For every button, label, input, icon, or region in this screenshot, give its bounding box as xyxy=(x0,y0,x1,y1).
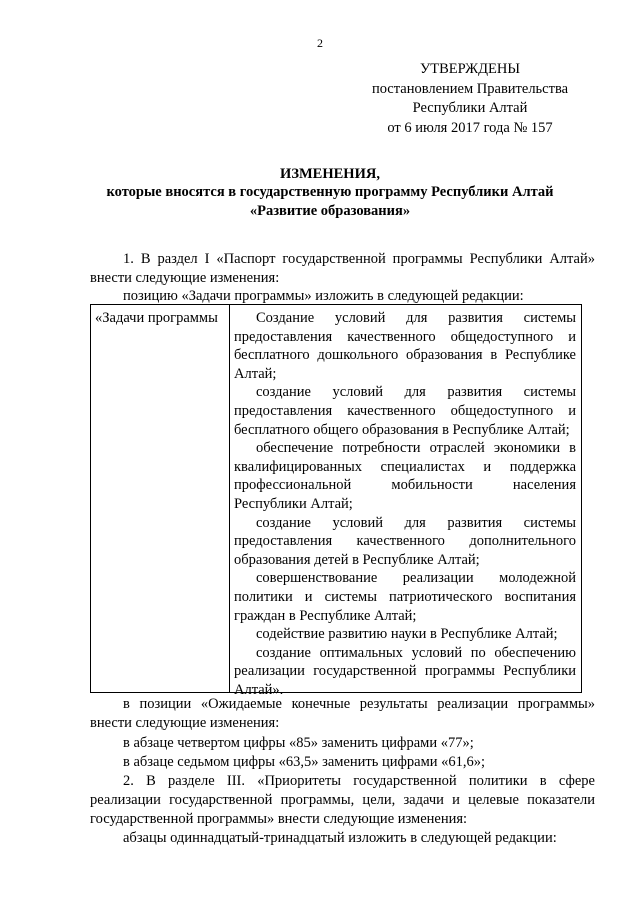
task-item: создание условий для развития системы предоставления качественного дополнительного образования детей в Республике Алтай; xyxy=(234,514,576,568)
section-1-instruction: позицию «Задачи программы» изложить в следующей редакции: xyxy=(123,288,524,304)
section-3-intro: 2. В разделе III. «Приоритеты государственной политики в сфере реализации государственной программы, цели, задачи и целевые показатели государственной программы» внести следующие изменения: xyxy=(90,773,595,827)
task-item: Создание условий для развития системы предоставления качественного общедоступного и бесплатного дошкольного образования в Республике Алтай; xyxy=(234,310,576,382)
expected-results-intro: в позиции «Ожидаемые конечные результаты реализации программы» внести следующие изменения: xyxy=(90,696,595,731)
table-divider xyxy=(229,305,230,692)
amendment-paragraph-7: в абзаце седьмом цифры «63,5» заменить цифрами «61,6»; xyxy=(123,754,486,770)
approval-date: от 6 июля 2017 года № 157 xyxy=(387,119,553,136)
table-label-cell: «Задачи программы xyxy=(95,310,218,326)
task-item: совершенствование реализации молодежной политики и системы патриотического воспитания граждан в Республике Алтай; xyxy=(234,570,576,624)
section-3-instruction: абзацы одиннадцатый-тринадцатый изложить в следующей редакции: xyxy=(123,830,557,846)
table-content-cell xyxy=(234,309,576,699)
section-1-intro: 1. В раздел I «Паспорт государственной программы Республики Алтай» внести следующие изменения: xyxy=(90,251,595,286)
task-item: создание оптимальных условий по обеспечению реализации государственной программы Республики Алтай». xyxy=(234,644,576,698)
approval-line: постановлением Правительства xyxy=(371,80,569,97)
approval-block xyxy=(340,60,600,138)
document-title: ИЗМЕНЕНИЯ, xyxy=(280,166,380,182)
task-item: обеспечение потребности отраслей экономики в квалифицированных специалистах и поддержка профессиональной мобильности населения Республики Алтай; xyxy=(234,440,576,512)
page-number: 2 xyxy=(317,36,323,50)
program-name: «Развитие образования» xyxy=(249,203,411,219)
amendment-paragraph-4: в абзаце четвертом цифры «85» заменить цифрами «77»; xyxy=(123,735,474,751)
program-tasks-table xyxy=(90,304,582,698)
document-subtitle: которые вносятся в государственную программу Республики Алтай xyxy=(106,184,554,200)
approval-heading: УТВЕРЖДЕНЫ xyxy=(419,61,521,77)
approval-line: Республики Алтай xyxy=(412,100,528,116)
task-item: содействие развитию науки в Республике Алтай; xyxy=(256,626,558,643)
task-item: создание условий для развития системы предоставления качественного общедоступного и бесплатного общего образования в Республике Алтай; xyxy=(234,384,576,438)
